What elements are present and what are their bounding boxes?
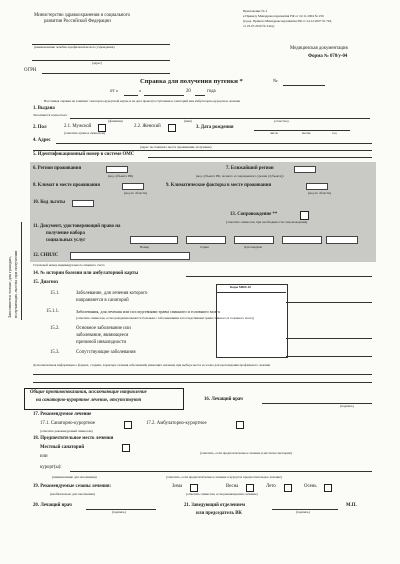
stamp-place: М.П. xyxy=(346,503,357,508)
outpatient-treatment-checkbox[interactable] xyxy=(236,421,244,429)
doc-date-input[interactable] xyxy=(234,236,274,244)
gender-female-checkbox[interactable] xyxy=(168,124,176,132)
snils-input[interactable] xyxy=(70,252,190,260)
number-sign: № xyxy=(273,79,278,84)
icd-stamp-title: Коды МКБ-10 xyxy=(230,285,251,289)
field-20-label: 20. Лечащий врач xyxy=(33,503,72,508)
field-15-label: 15. Диагноз xyxy=(33,280,58,285)
appendix-line-4: от 23.07.2010 № 541н) xyxy=(243,24,275,28)
field-2-label: 2. Пол xyxy=(33,125,47,130)
appendix-line-1: Приложение № 2 xyxy=(243,9,268,13)
address-caption: (адрес) xyxy=(92,61,102,65)
field-13-label: 13. Сопровождение ** xyxy=(230,212,278,217)
field-12-label: 12. СНИЛС xyxy=(33,253,59,258)
date-from: от « xyxy=(110,89,119,94)
climate-input[interactable] xyxy=(122,183,144,190)
field-16-label: 16. Лечащий врач xyxy=(204,397,243,402)
extra-info-line-1[interactable] xyxy=(33,374,372,375)
med-doc-label: Медицинская документация xyxy=(290,46,348,51)
ogrn-label: ОГРН xyxy=(24,68,37,73)
field-5-label: 5. Идентификационный номер в системе ОМС xyxy=(33,152,135,157)
season-autumn-checkbox[interactable] xyxy=(324,484,332,492)
field-1-label: 1. Выдана xyxy=(33,106,55,111)
season-winter-checkbox[interactable] xyxy=(190,484,198,492)
resort-name-line[interactable] xyxy=(70,471,372,472)
field-9-label: 9. Климатические факторы в месте проживания xyxy=(166,183,272,188)
field-11-label: 11. Документ, удостоверяющий право на xyxy=(33,224,121,229)
intro-note: Настоящая справка не заменяет санаторно-курортной карты и не дает права (поступления в санаторий или амбулаторно-курортное лечение xyxy=(44,99,241,103)
address-line[interactable] xyxy=(56,143,372,144)
side-note-1: Заполняется только для граждан, xyxy=(7,256,12,318)
doctor-signature-line-16[interactable] xyxy=(262,403,372,404)
field-19-label: 19. Рекомендуемые сезоны лечения: xyxy=(33,484,112,489)
season-summer-checkbox[interactable] xyxy=(284,484,292,492)
local-sanatorium-checkbox[interactable] xyxy=(122,444,130,452)
nearest-region-input[interactable] xyxy=(294,166,316,173)
escort-checkbox[interactable] xyxy=(300,211,309,220)
diagnosis-3-line[interactable] xyxy=(286,356,372,357)
document-title: Справка для получения путевки * xyxy=(140,78,243,85)
doc-date-2-input[interactable] xyxy=(282,236,322,244)
field-4-label: 4. Адрес xyxy=(33,138,51,143)
form-number: Форма № 070/у-04 xyxy=(308,54,348,59)
climate-factors-input[interactable] xyxy=(306,183,328,190)
doc-series-input[interactable] xyxy=(186,236,226,244)
doc-extra-input[interactable] xyxy=(326,236,358,244)
field-6-label: 6. Регион проживания xyxy=(33,166,82,171)
benefit-code-input[interactable] xyxy=(72,200,94,207)
sanatorium-treatment-checkbox[interactable] xyxy=(124,421,132,429)
doc-number-input[interactable] xyxy=(130,236,178,244)
field-8-label: 8. Климат в месте проживания xyxy=(33,183,100,188)
field-3-label: 3. Дата рождения xyxy=(196,125,234,130)
diagnosis-2-line[interactable] xyxy=(286,338,372,339)
field-17-label: 17. Рекомендуемое лечение xyxy=(33,412,92,417)
region-code-input[interactable] xyxy=(106,166,128,173)
appendix-line-2: к Приказу Минздравсоцразвития РФ от 22.11.2004 № 256 xyxy=(243,14,324,18)
field-21-label: 21. Заведующий отделением xyxy=(184,503,245,508)
institution-caption: (наименование лечебно-профилактического учреждения) xyxy=(34,45,115,49)
ministry-line-1: Министерство здравоохранения и социального xyxy=(34,13,131,18)
form-page: Министерство здравоохранения и социального развития Российской Федерации Приложение № 2 к Приказу Минздравсоцразвития РФ от 22.11.2004 № 256 (в ред. Приказа Минздравсоцразвития РФ от 24.12.2007 № 794, от 23.07.2010 № 541н) (наименование лечебно-профилактического учреждения) (адрес) ОГРН Медицинская документация Форма № 070/у-04 Справка для получения путевки * № от « » 20 годa Настоящая справка не заменяет санаторно-курортной карты и не дает права (поступления в санаторий или амбулаторно-курортное лечение Заполняется только для граждан, получающих льготы при получении 1. Выдана Заполняется полностью: (фамилия) (имя) (отчество) 2. Пол 2.1. Мужской 2.2. Женский (отметить нужное символом) 3. Дата рождения число месяц год 4. Адрес (адрес постоянного места проживания, получение) 5. Идентификационный номер в системе ОМС 6. Регион проживания (код субъекта РФ) 7. Ближайший регион (код субъекта РФ, полного и сокращенного уровня (субъекта)) 8. Климат в месте проживания (код по области) 9. Климатические факторы в месте проживания (код по области) 10. Код льготы 13. Сопровождение ** (отметить символом, при необходимости сопровождения) 11. Документ, удостоверяющий право на получение набора социальных услуг Номер Серия Дата выдачи 12. СНИЛС Страховой номер индивидуального лицевого счета 14. № истории болезни или амбулаторной карты 15. Диагноз Коды МКБ-10 15.1. Заболевание, для лечения которого направляется в санаторий 15.1.1. Заболевания, для лечения или последствиями травм спинного и головного мозга (отметить символом, если гражданин является больным с заболеваниями и последствиями травм спинного и головного мозга) 15.2. Основное заболевание или заболевание, являющееся причиной инвалидности 15.3. Сопутствующие заболевания Дополнительная информация о формах, стадиях, характере течения заболеваний, имеющих значение при выборе места и сезона для прохождения профильного лечения Общие противопоказания, исключающие направление на санаторно-курортное лечение, отсутствуют 16. Лечащий врач (подпись) 17. Рекомендуемое лечение 17.1. Санаторно-курортное 17.2. Амбулаторно-курортное (отметить рекомендуемый символом) 18. Предпочтительное место лечения Местный санаторий или (отметить, если предпочтительное лечение в местном санатории) курорт(ы): (наименование для заполнения) (отметить, если предпочтительное лечение в курортах предпочтительное лечение) 19. Рекомендуемые сезоны лечения: Зима Весна Лето Осень (необязательно для заполнения) (отметить символом, если рекомендовано лечение) 20. Лечащий врач (подпись) 21. Заведующий отделением или председатель ВК (подпись) М.П. xyxy=(0,0,400,564)
history-number-line[interactable] xyxy=(186,276,372,277)
oms-number-line[interactable] xyxy=(148,157,372,158)
field-18-label: 18. Предпочтительное место лечения xyxy=(33,436,114,441)
side-note-2: получающих льготы при получении xyxy=(13,250,18,318)
icd-stamp xyxy=(216,284,288,358)
ministry-line-2: развития Российской Федерации xyxy=(44,19,111,24)
season-spring-checkbox[interactable] xyxy=(246,484,254,492)
extra-info-line-2[interactable] xyxy=(33,382,372,383)
field-10-label: 10. Код льготы xyxy=(33,200,66,205)
field-14-label: 14. № истории болезни или амбулаторной карты xyxy=(33,271,139,276)
diagnosis-1-line[interactable] xyxy=(286,302,372,303)
field-7-label: 7. Ближайший регион xyxy=(226,166,274,171)
appendix-line-3: (в ред. Приказа Минздравсоцразвития РФ от 24.12.2007 № 794, xyxy=(243,19,332,23)
